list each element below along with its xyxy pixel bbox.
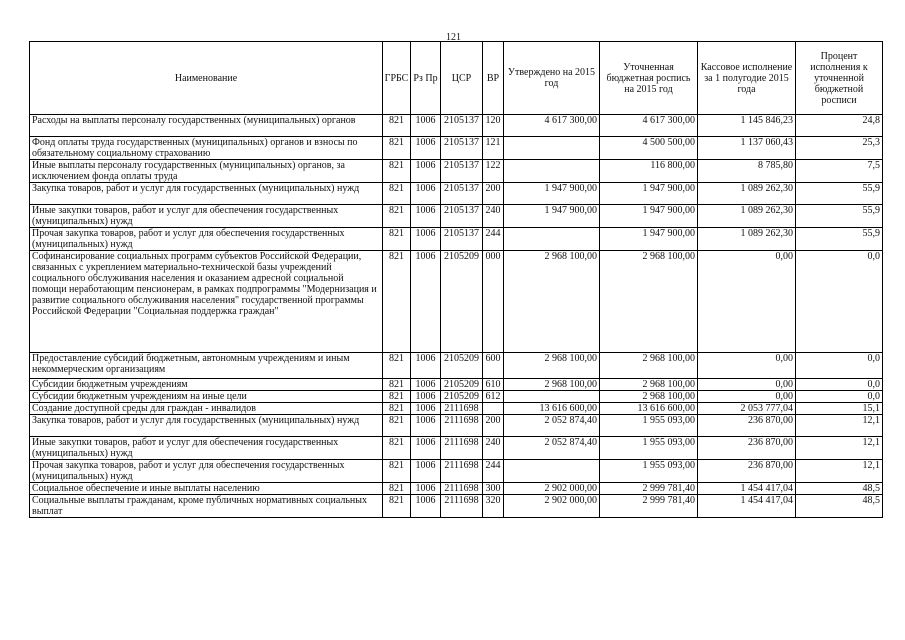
row-cash: 236 870,00	[698, 460, 796, 483]
row-vr: 612	[483, 391, 504, 403]
row-csr: 2105209	[441, 353, 483, 379]
row-percent: 0,0	[796, 379, 883, 391]
row-percent: 0,0	[796, 353, 883, 379]
row-specified: 2 968 100,00	[600, 353, 698, 379]
row-grbs: 821	[383, 379, 411, 391]
row-percent: 0,0	[796, 251, 883, 353]
table-row	[30, 205, 883, 228]
row-approved: 2 968 100,00	[504, 379, 600, 391]
header-percent: Процент исполнения к уточненной бюджетной росписи	[796, 42, 883, 115]
row-approved: 2 968 100,00	[504, 353, 600, 379]
row-rzpr: 1006	[411, 495, 441, 518]
row-percent: 55,9	[796, 228, 883, 251]
header-rzpr: Рз Пр	[411, 42, 441, 115]
row-rzpr: 1006	[411, 205, 441, 228]
row-percent: 7,5	[796, 160, 883, 183]
row-vr: 240	[483, 437, 504, 460]
row-vr: 600	[483, 353, 504, 379]
row-vr: 244	[483, 228, 504, 251]
row-grbs: 821	[383, 251, 411, 353]
budget-table	[29, 41, 883, 518]
row-cash: 1 089 262,30	[698, 205, 796, 228]
row-rzpr: 1006	[411, 483, 441, 495]
row-rzpr: 1006	[411, 415, 441, 437]
row-rzpr: 1006	[411, 115, 441, 137]
row-percent: 0,0	[796, 391, 883, 403]
row-vr: 000	[483, 251, 504, 353]
row-csr: 2111698	[441, 415, 483, 437]
row-vr: 121	[483, 137, 504, 160]
row-grbs: 821	[383, 495, 411, 518]
row-approved	[504, 228, 600, 251]
row-csr: 2105209	[441, 379, 483, 391]
row-percent: 48,5	[796, 483, 883, 495]
row-vr	[483, 403, 504, 415]
table-row	[30, 160, 883, 183]
row-grbs: 821	[383, 183, 411, 205]
row-rzpr: 1006	[411, 437, 441, 460]
row-name: Иные выплаты персоналу государственных (муниципальных) органов, за исключением фонда оплаты труда	[30, 160, 383, 183]
row-specified: 4 617 300,00	[600, 115, 698, 137]
row-vr: 244	[483, 460, 504, 483]
row-csr: 2111698	[441, 460, 483, 483]
row-approved: 2 052 874,40	[504, 415, 600, 437]
table-row	[30, 183, 883, 205]
row-percent: 48,5	[796, 495, 883, 518]
table-row	[30, 437, 883, 460]
row-name: Социальные выплаты гражданам, кроме публичных нормативных социальных выплат	[30, 495, 383, 518]
row-specified: 1 947 900,00	[600, 205, 698, 228]
row-percent: 55,9	[796, 205, 883, 228]
row-grbs: 821	[383, 403, 411, 415]
row-specified: 2 968 100,00	[600, 379, 698, 391]
row-csr: 2105209	[441, 391, 483, 403]
table-row	[30, 460, 883, 483]
row-rzpr: 1006	[411, 460, 441, 483]
row-approved: 13 616 600,00	[504, 403, 600, 415]
row-cash: 0,00	[698, 391, 796, 403]
table-row	[30, 403, 883, 415]
row-name: Социальное обеспечение и иные выплаты населению	[30, 483, 383, 495]
row-csr: 2105137	[441, 137, 483, 160]
row-grbs: 821	[383, 160, 411, 183]
row-grbs: 821	[383, 483, 411, 495]
row-percent: 55,9	[796, 183, 883, 205]
row-approved: 2 968 100,00	[504, 251, 600, 353]
row-vr: 200	[483, 183, 504, 205]
row-specified: 2 999 781,40	[600, 495, 698, 518]
row-vr: 122	[483, 160, 504, 183]
row-cash: 236 870,00	[698, 415, 796, 437]
row-approved	[504, 391, 600, 403]
row-rzpr: 1006	[411, 403, 441, 415]
row-specified: 13 616 600,00	[600, 403, 698, 415]
row-cash: 0,00	[698, 353, 796, 379]
row-specified: 2 968 100,00	[600, 251, 698, 353]
row-name: Создание доступной среды для граждан - инвалидов	[30, 403, 383, 415]
table-row	[30, 137, 883, 160]
row-grbs: 821	[383, 137, 411, 160]
row-rzpr: 1006	[411, 183, 441, 205]
row-name: Иные закупки товаров, работ и услуг для обеспечения государственных (муниципальных) нужд	[30, 205, 383, 228]
row-grbs: 821	[383, 353, 411, 379]
row-csr: 2105209	[441, 251, 483, 353]
row-percent: 25,3	[796, 137, 883, 160]
row-cash: 236 870,00	[698, 437, 796, 460]
row-name: Иные закупки товаров, работ и услуг для обеспечения государственных (муниципальных) нужд	[30, 437, 383, 460]
row-name: Закупка товаров, работ и услуг для государственных (муниципальных) нужд	[30, 415, 383, 437]
table-row	[30, 379, 883, 391]
header-approved: Утверждено на 2015 год	[504, 42, 600, 115]
row-approved: 2 902 000,00	[504, 483, 600, 495]
row-approved	[504, 160, 600, 183]
row-approved: 1 947 900,00	[504, 205, 600, 228]
row-name: Субсидии бюджетным учреждениям на иные цели	[30, 391, 383, 403]
header-specified: Уточненная бюджетная роспись на 2015 год	[600, 42, 698, 115]
table-row	[30, 483, 883, 495]
row-name: Закупка товаров, работ и услуг для государственных (муниципальных) нужд	[30, 183, 383, 205]
row-csr: 2111698	[441, 483, 483, 495]
row-grbs: 821	[383, 205, 411, 228]
row-percent: 12,1	[796, 415, 883, 437]
row-specified: 1 955 093,00	[600, 460, 698, 483]
row-cash: 1 454 417,04	[698, 483, 796, 495]
row-csr: 2105137	[441, 228, 483, 251]
row-approved	[504, 460, 600, 483]
row-rzpr: 1006	[411, 353, 441, 379]
row-name: Софинансирование социальных программ субъектов Российской Федерации, связанных с укреплением материально-технической базы учреждений социального обслуживания населения и оказанием адресной социальной помощи неработающим пенсионерам, в рамках подпрограммы "Модернизация и развитие социального обслуживания населения" государственной программы Российской Федерации "Социальная поддержка граждан"	[30, 251, 383, 353]
table-row	[30, 115, 883, 137]
table-row	[30, 228, 883, 251]
row-grbs: 821	[383, 460, 411, 483]
row-grbs: 821	[383, 391, 411, 403]
row-percent: 15,1	[796, 403, 883, 415]
row-specified: 1 947 900,00	[600, 183, 698, 205]
row-vr: 320	[483, 495, 504, 518]
row-percent: 12,1	[796, 437, 883, 460]
row-approved	[504, 137, 600, 160]
row-rzpr: 1006	[411, 379, 441, 391]
row-csr: 2105137	[441, 115, 483, 137]
row-cash: 0,00	[698, 251, 796, 353]
row-rzpr: 1006	[411, 160, 441, 183]
row-name: Расходы на выплаты персоналу государственных (муниципальных) органов	[30, 115, 383, 137]
row-cash: 2 053 777,04	[698, 403, 796, 415]
row-cash: 1 454 417,04	[698, 495, 796, 518]
row-approved: 2 052 874,40	[504, 437, 600, 460]
row-name: Прочая закупка товаров, работ и услуг для обеспечения государственных (муниципальных) нужд	[30, 460, 383, 483]
row-grbs: 821	[383, 228, 411, 251]
row-name: Субсидии бюджетным учреждениям	[30, 379, 383, 391]
row-approved: 1 947 900,00	[504, 183, 600, 205]
row-percent: 24,8	[796, 115, 883, 137]
page-number: 121	[446, 32, 461, 43]
row-approved: 2 902 000,00	[504, 495, 600, 518]
row-name: Предоставление субсидий бюджетным, автономным учреждениям и иным некоммерческим организациям	[30, 353, 383, 379]
row-grbs: 821	[383, 115, 411, 137]
header-name: Наименование	[30, 42, 383, 115]
row-cash: 8 785,80	[698, 160, 796, 183]
table-row	[30, 251, 883, 353]
header-grbs: ГРБС	[383, 42, 411, 115]
row-cash: 0,00	[698, 379, 796, 391]
row-vr: 300	[483, 483, 504, 495]
row-rzpr: 1006	[411, 251, 441, 353]
header-row	[30, 42, 883, 115]
row-specified: 2 968 100,00	[600, 391, 698, 403]
header-cash: Кассовое исполнение за 1 полугодие 2015 года	[698, 42, 796, 115]
row-specified: 1 947 900,00	[600, 228, 698, 251]
table-row	[30, 415, 883, 437]
row-specified: 1 955 093,00	[600, 437, 698, 460]
row-vr: 240	[483, 205, 504, 228]
row-specified: 4 500 500,00	[600, 137, 698, 160]
row-rzpr: 1006	[411, 228, 441, 251]
row-csr: 2105137	[441, 160, 483, 183]
row-specified: 1 955 093,00	[600, 415, 698, 437]
row-percent: 12,1	[796, 460, 883, 483]
row-rzpr: 1006	[411, 137, 441, 160]
row-approved: 4 617 300,00	[504, 115, 600, 137]
table-row	[30, 495, 883, 518]
row-cash: 1 089 262,30	[698, 183, 796, 205]
table-row	[30, 391, 883, 403]
row-name: Прочая закупка товаров, работ и услуг для обеспечения государственных (муниципальных) нужд	[30, 228, 383, 251]
row-vr: 610	[483, 379, 504, 391]
row-vr: 200	[483, 415, 504, 437]
row-csr: 2111698	[441, 403, 483, 415]
row-csr: 2105137	[441, 183, 483, 205]
row-csr: 2105137	[441, 205, 483, 228]
row-cash: 1 089 262,30	[698, 228, 796, 251]
row-rzpr: 1006	[411, 391, 441, 403]
row-cash: 1 137 060,43	[698, 137, 796, 160]
table-row	[30, 353, 883, 379]
row-cash: 1 145 846,23	[698, 115, 796, 137]
header-csr: ЦСР	[441, 42, 483, 115]
row-vr: 120	[483, 115, 504, 137]
row-specified: 116 800,00	[600, 160, 698, 183]
header-vr: ВР	[483, 42, 504, 115]
row-grbs: 821	[383, 415, 411, 437]
row-csr: 2111698	[441, 437, 483, 460]
row-specified: 2 999 781,40	[600, 483, 698, 495]
row-name: Фонд оплаты труда государственных (муниципальных) органов и взносы по обязательному социальному страхованию	[30, 137, 383, 160]
row-csr: 2111698	[441, 495, 483, 518]
row-grbs: 821	[383, 437, 411, 460]
